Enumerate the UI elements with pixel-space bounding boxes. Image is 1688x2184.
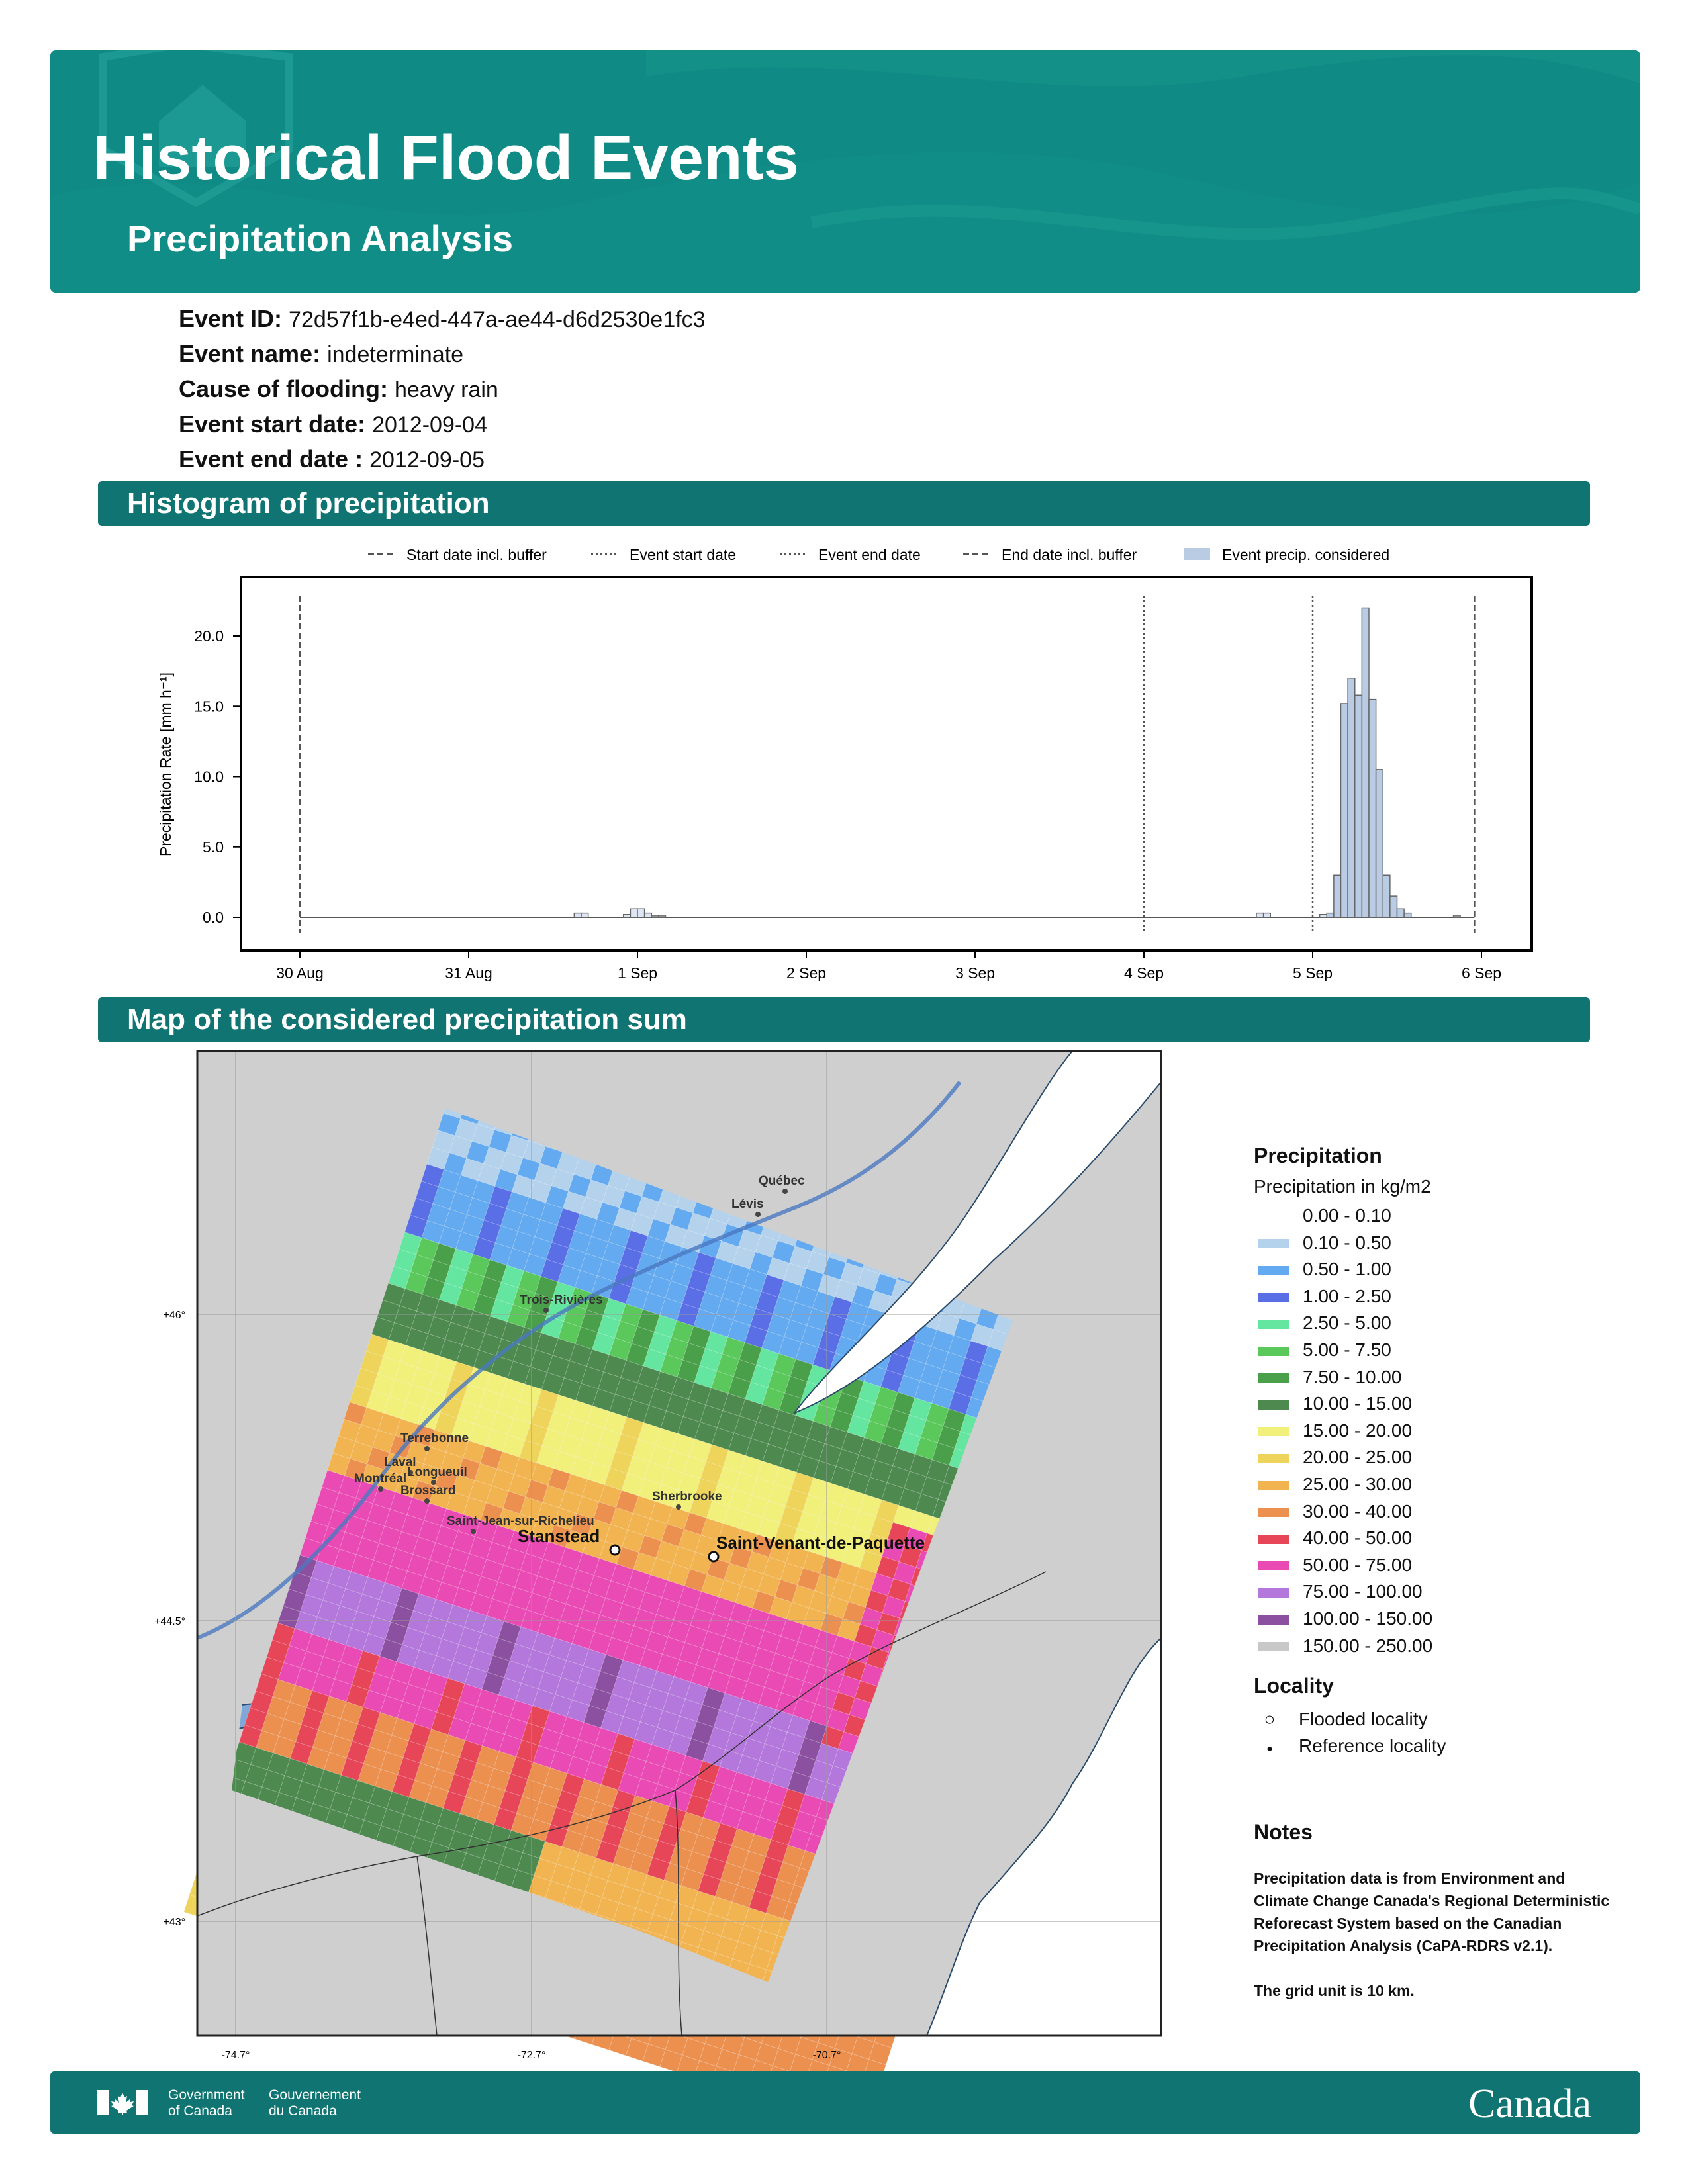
flooded-locality-label: Saint-Venant-de-Paquette xyxy=(716,1533,925,1553)
reference-locality-label: Sherbrooke xyxy=(652,1490,722,1504)
reference-locality-label: Montréal xyxy=(354,1472,407,1486)
lat-label: +46° xyxy=(163,1310,185,1321)
government-en xyxy=(168,2087,245,2119)
reference-locality-label: Laval xyxy=(384,1455,416,1469)
histogram-bar xyxy=(1376,770,1383,917)
cause-label: Cause of flooding: xyxy=(179,375,388,402)
reference-locality-dot xyxy=(755,1212,761,1217)
legend-class-label: 50.00 - 75.00 xyxy=(1303,1554,1413,1575)
map-legend xyxy=(1254,1144,1598,1759)
histogram-bar xyxy=(630,909,637,917)
legend-class-item xyxy=(1254,1525,1598,1552)
legend-swatch xyxy=(1258,1239,1289,1248)
legend-class-item xyxy=(1254,1444,1598,1471)
histogram-bar xyxy=(1355,695,1362,917)
histogram-bar xyxy=(637,909,645,917)
legend-class-label: 7.50 - 10.00 xyxy=(1303,1366,1402,1387)
y-tick-label: 20.0 xyxy=(194,627,224,645)
flooded-locality-marker xyxy=(709,1552,718,1561)
legend-class-item xyxy=(1254,1310,1598,1337)
histogram-bar xyxy=(581,913,588,917)
event-name-row xyxy=(179,337,706,372)
notes-source: Precipitation data is from Environment and Climate Change Canada's Regional Deterministic Reforecast System based on the Canadian Precipitation Analysis (CaPA-RDRS v2.1). xyxy=(1254,1870,1610,1954)
legend-swatch xyxy=(1258,1642,1289,1651)
legend-class-item xyxy=(1254,1578,1598,1606)
footer xyxy=(50,2071,1640,2134)
event-name-value: indeterminate xyxy=(327,342,464,367)
legend-swatch xyxy=(1258,1293,1289,1302)
legend-class-item xyxy=(1254,1552,1598,1579)
legend-class-item xyxy=(1254,1256,1598,1283)
histogram-bar xyxy=(574,913,581,917)
legend-title: Precipitation xyxy=(1254,1144,1382,1167)
locality-title: Locality xyxy=(1254,1674,1334,1698)
event-id-value: 72d57f1b-e4ed-447a-ae44-d6d2530e1fc3 xyxy=(289,307,706,332)
histogram-bar xyxy=(1390,896,1397,917)
legend-class-label: 0.50 - 1.00 xyxy=(1303,1259,1391,1280)
histogram-chart xyxy=(0,529,1688,993)
legend-label-4: Event precip. considered xyxy=(1222,546,1390,563)
legend-class-label: 150.00 - 250.00 xyxy=(1303,1635,1433,1656)
legend-label-2: Event end date xyxy=(818,546,921,563)
legend-swatch xyxy=(1258,1212,1289,1222)
lon-label: -72.7° xyxy=(517,2050,546,2061)
start-date-value: 2012-09-04 xyxy=(372,412,487,437)
histogram-bar xyxy=(1341,704,1348,917)
legend-swatch xyxy=(1258,1347,1289,1356)
gov-fr-line1: Gouvernement xyxy=(269,2087,361,2103)
reference-locality-dot xyxy=(471,1529,476,1534)
x-tick-label: 30 Aug xyxy=(276,964,324,981)
event-id-row xyxy=(179,302,706,337)
canada-wordmark: Canada xyxy=(1468,2081,1591,2126)
precipitation-map xyxy=(132,1042,1192,2075)
histogram-bar xyxy=(1404,913,1411,917)
legend-class-item xyxy=(1254,1230,1598,1257)
histogram-svg xyxy=(0,529,1688,993)
histogram-bar xyxy=(1320,915,1327,917)
legend-class-item xyxy=(1254,1283,1598,1310)
legend-class-item xyxy=(1254,1390,1598,1418)
legend-swatch xyxy=(1258,1588,1289,1598)
histogram-bar xyxy=(651,916,659,917)
legend-swatch xyxy=(1258,1427,1289,1436)
histogram-bar xyxy=(1454,916,1461,917)
histogram-bar xyxy=(1334,875,1341,917)
x-tick-label: 31 Aug xyxy=(445,964,492,981)
x-tick-label: 6 Sep xyxy=(1461,964,1502,981)
x-tick-label: 4 Sep xyxy=(1123,964,1164,981)
legend-class-item xyxy=(1254,1471,1598,1498)
legend-flooded-label: Flooded locality xyxy=(1299,1709,1428,1730)
page-title: Historical Flood Events xyxy=(93,122,799,193)
legend-swatch xyxy=(1258,1320,1289,1329)
lat-label: +44.5° xyxy=(154,1616,185,1627)
legend-class-label: 75.00 - 100.00 xyxy=(1303,1581,1423,1602)
legend-classes xyxy=(1254,1203,1598,1659)
legend-class-label: 0.00 - 0.10 xyxy=(1303,1205,1391,1226)
legend-reference-locality xyxy=(1254,1733,1598,1759)
legend-class-label: 0.10 - 0.50 xyxy=(1303,1232,1391,1253)
reference-locality-dot xyxy=(676,1504,681,1510)
histogram-bar xyxy=(659,916,666,917)
histogram-bar xyxy=(1397,909,1405,917)
gov-en-line2: of Canada xyxy=(168,2103,232,2118)
page-subtitle: Precipitation Analysis xyxy=(127,218,513,259)
reference-locality-dot xyxy=(424,1498,430,1504)
legend-class-item xyxy=(1254,1633,1598,1660)
legend-swatch xyxy=(1258,1508,1289,1517)
legend-class-item xyxy=(1254,1498,1598,1525)
legend-swatch xyxy=(1258,1454,1289,1463)
government-fr xyxy=(269,2087,361,2119)
legend-swatch xyxy=(1258,1561,1289,1570)
legend-swatch xyxy=(1258,1615,1289,1625)
legend-class-label: 30.00 - 40.00 xyxy=(1303,1500,1413,1522)
legend-class-label: 2.50 - 5.00 xyxy=(1303,1312,1391,1334)
legend-class-label: 25.00 - 30.00 xyxy=(1303,1473,1413,1494)
legend-class-label: 10.00 - 15.00 xyxy=(1303,1393,1413,1414)
histogram-bar xyxy=(645,913,652,917)
histogram-bar xyxy=(1348,678,1355,917)
reference-locality-dot xyxy=(424,1446,430,1451)
legend-swatch xyxy=(1258,1535,1289,1544)
legend-class-item xyxy=(1254,1364,1598,1391)
histogram-bar xyxy=(1383,875,1390,917)
gov-fr-line2: du Canada xyxy=(269,2103,337,2118)
legend-swatch-precip xyxy=(1184,548,1210,560)
end-date-value: 2012-09-05 xyxy=(369,447,485,473)
y-tick-label: 0.0 xyxy=(203,909,224,926)
notes-grid-unit: The grid unit is 10 km. xyxy=(1254,1982,1415,1999)
reference-locality-label: Brossard xyxy=(400,1484,456,1498)
legend-class-item xyxy=(1254,1203,1598,1230)
x-tick-label: 3 Sep xyxy=(955,964,996,981)
legend-class-label: 100.00 - 150.00 xyxy=(1303,1608,1433,1629)
y-tick-label: 10.0 xyxy=(194,768,224,786)
legend-class-label: 20.00 - 25.00 xyxy=(1303,1447,1413,1468)
histogram-bar xyxy=(1362,608,1369,918)
lon-label: -74.7° xyxy=(221,2050,250,2061)
map-section-header: Map of the considered precipitation sum xyxy=(98,997,1590,1042)
start-date-label: Event start date: xyxy=(179,410,366,437)
legend-class-label: 1.00 - 2.50 xyxy=(1303,1285,1391,1306)
reference-locality-label: Lévis xyxy=(731,1197,764,1211)
legend-swatch xyxy=(1258,1373,1289,1383)
legend-label-3: End date incl. buffer xyxy=(1002,546,1137,563)
event-name-label: Event name: xyxy=(179,340,321,367)
end-date-label: Event end date : xyxy=(179,445,363,473)
legend-swatch xyxy=(1258,1266,1289,1275)
y-tick-label: 5.0 xyxy=(203,838,224,856)
lat-label: +43° xyxy=(163,1917,185,1928)
histogram-bar xyxy=(1264,913,1271,917)
legend-class-label: 15.00 - 20.00 xyxy=(1303,1420,1413,1441)
reference-locality-label: Terrebonne xyxy=(400,1432,469,1445)
legend-subtitle: Precipitation in kg/m2 xyxy=(1254,1176,1431,1197)
filled-dot-icon: ● xyxy=(1266,1743,1273,1755)
legend-swatch xyxy=(1258,1400,1289,1410)
flooded-locality-marker xyxy=(610,1545,620,1555)
event-id-label: Event ID: xyxy=(179,305,283,332)
reference-locality-label: Longueuil xyxy=(407,1465,467,1479)
y-axis-label: Precipitation Rate [mm h⁻¹] xyxy=(157,672,174,857)
notes xyxy=(1254,1820,1611,2002)
gov-en-line1: Government xyxy=(168,2087,245,2103)
histogram-bar xyxy=(1369,700,1376,917)
start-date-row xyxy=(179,407,706,442)
x-tick-label: 1 Sep xyxy=(617,964,658,981)
open-circle-icon: ○ xyxy=(1264,1709,1276,1730)
canada-flag-icon xyxy=(97,2090,148,2115)
y-tick-label: 15.0 xyxy=(194,698,224,715)
legend-class-label: 40.00 - 50.00 xyxy=(1303,1527,1413,1549)
legend-label-0: Start date incl. buffer xyxy=(406,546,547,563)
reference-locality-label: Québec xyxy=(759,1174,805,1188)
legend-flooded-locality xyxy=(1254,1706,1598,1733)
end-date-row xyxy=(179,442,706,477)
cause-value: heavy rain xyxy=(394,377,498,402)
legend-class-item xyxy=(1254,1337,1598,1364)
reference-locality-label: Trois-Rivières xyxy=(520,1293,603,1307)
legend-class-item xyxy=(1254,1606,1598,1633)
histogram-bar xyxy=(1327,913,1334,917)
histogram-bar xyxy=(624,915,631,917)
reference-locality-label: Saint-Jean-sur-Richelieu xyxy=(447,1514,594,1528)
notes-title: Notes xyxy=(1254,1820,1313,1844)
reference-locality-dot xyxy=(782,1189,788,1194)
reference-locality-dot xyxy=(378,1486,383,1492)
map-svg xyxy=(132,1042,1192,2075)
x-tick-label: 5 Sep xyxy=(1292,964,1333,981)
reference-locality-dot xyxy=(543,1308,549,1313)
histogram-bar xyxy=(1256,913,1264,917)
legend-reference-label: Reference locality xyxy=(1299,1735,1446,1756)
cause-row xyxy=(179,372,706,407)
histogram-section-header: Histogram of precipitation xyxy=(98,481,1590,526)
flooded-locality-label: Stanstead xyxy=(518,1526,600,1546)
lon-label: -70.7° xyxy=(812,2050,841,2061)
event-metadata xyxy=(179,302,706,477)
x-tick-label: 2 Sep xyxy=(786,964,827,981)
legend-class-item xyxy=(1254,1418,1598,1445)
legend-class-label: 5.00 - 7.50 xyxy=(1303,1339,1391,1360)
legend-swatch xyxy=(1258,1481,1289,1490)
legend-label-1: Event start date xyxy=(630,546,737,563)
header-banner xyxy=(50,50,1640,293)
